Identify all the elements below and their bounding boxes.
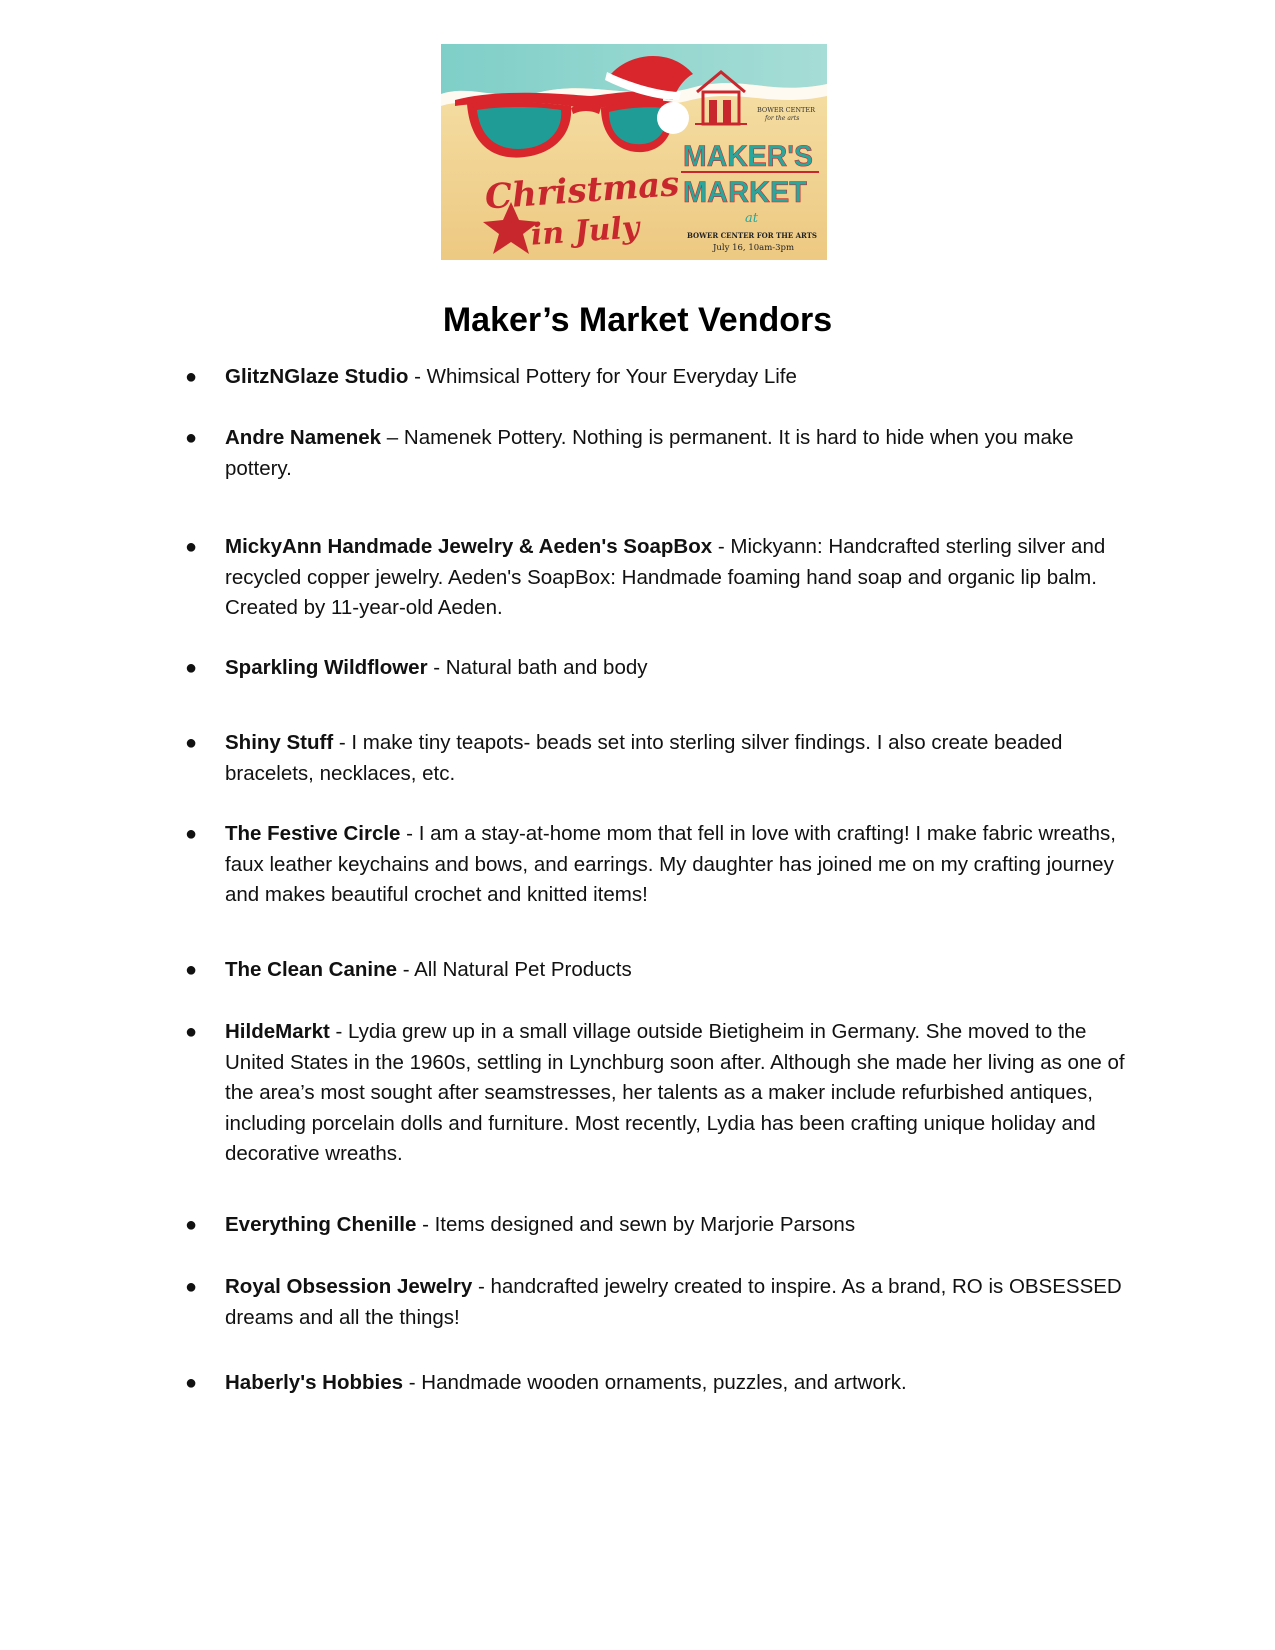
bullet-icon: ● [185,823,198,845]
vendor-entry [225,955,1130,986]
event-title-line2: in July [529,210,641,253]
vendor-name: MickyAnn Handmade Jewelry & Aeden's SoapBox [225,535,713,558]
vendor-separator: - [403,1371,422,1394]
vendor-name: The Clean Canine [225,958,398,981]
vendor-entry [225,532,1130,624]
vendor-entry [225,1017,1130,1170]
bullet-icon: ● [185,366,198,388]
vendor-description: Namenek Pottery. Nothing is permanent. It is hard to hide when you make pottery. [225,426,1074,480]
vendor-separator: – [381,426,404,449]
vendor-entry [225,728,1130,789]
bullet-icon: ● [185,1372,198,1394]
org-name-line2: for the arts [765,115,800,122]
bullet-icon: ● [185,1276,198,1298]
vendor-separator: - [416,1213,435,1236]
banner-location: BOWER CENTER FOR THE ARTS [687,231,817,240]
vendor-item [185,819,1130,911]
vendor-description: handcrafted jewelry created to inspire. As a brand, RO is OBSESSED dreams and all the things! [225,1275,1122,1329]
vendor-item [185,955,1130,986]
vendor-item [185,1272,1130,1333]
market-title-line2: MARKET [683,176,807,209]
event-title-line1: Christmas [483,164,681,218]
vendor-item [185,1210,1130,1241]
bullet-icon: ● [185,427,198,449]
vendor-item [185,1017,1130,1170]
vendor-item [185,728,1130,789]
vendor-description: Items designed and sewn by Marjorie Parsons [434,1213,856,1236]
vendor-entry [225,1272,1130,1333]
vendor-entry [225,819,1130,911]
vendor-description: Natural bath and body [445,656,648,679]
vendor-item [185,532,1130,624]
bullet-icon: ● [185,959,198,981]
vendor-name: Everything Chenille [225,1213,417,1236]
bullet-icon: ● [185,732,198,754]
vendor-name: Haberly's Hobbies [225,1371,404,1394]
vendor-name: The Festive Circle [225,822,401,845]
vendor-description: I am a stay-at-home mom that fell in love with crafting! I make fabric wreaths, faux leather keychains and bows, and earrings. My daughter has joined me on my crafting journey and makes beautiful crochet and knitted items! [225,822,1116,906]
vendor-entry [225,362,1130,393]
vendor-entry [225,1210,1130,1241]
vendor-item [185,1368,1130,1399]
vendor-separator: - [333,731,352,754]
vendor-separator: - [712,535,731,558]
bullet-icon: ● [185,536,198,558]
vendor-separator: - [472,1275,491,1298]
vendor-separator: - [408,365,427,388]
vendor-name: Shiny Stuff [225,731,334,754]
vendor-separator: - [397,958,415,981]
vendor-name: Royal Obsession Jewelry [225,1275,473,1298]
at-word: at [745,211,758,226]
bullet-icon: ● [185,1214,198,1236]
vendor-description: Handmade wooden ornaments, puzzles, and artwork. [421,1371,907,1394]
vendor-name: HildeMarkt [225,1020,330,1043]
vendor-description: All Natural Pet Products [414,958,632,981]
vendor-description: Lydia grew up in a small village outside Bietigheim in Germany. She moved to the United States in the 1960s, settling in Lynchburg soon after. Although she made her living as one of the area’s most sought after seamstresses, her talents as a maker include refurbished antiques, including porcelain dolls and furniture. Most recently, Lydia has been crafting unique holiday and decorative wreaths. [225,1020,1125,1165]
vendor-description: I make tiny teapots- beads set into sterling silver findings. I also create beaded bracelets, necklaces, etc. [225,731,1063,785]
vendor-separator: - [400,822,419,845]
vendor-item [185,653,1130,684]
bullet-icon: ● [185,1021,198,1043]
vendor-separator: - [329,1020,349,1043]
vendor-name: GlitzNGlaze Studio [225,365,409,388]
vendor-entry [225,653,1130,684]
vendor-name: Sparkling Wildflower [225,656,428,679]
vendor-item [185,423,1130,484]
market-title-line1: MAKER'S [683,140,813,173]
vendor-entry [225,1368,1130,1399]
page-title: Maker’s Market Vendors [442,301,833,339]
vendor-description: Mickyann: Handcrafted sterling silver and recycled copper jewelry. Aeden's SoapBox: Handmade foaming hand soap and organic lip balm. Created by 11-year-old Aeden. [225,535,1106,619]
vendor-description: Whimsical Pottery for Your Everyday Life [426,365,797,388]
bullet-icon: ● [185,657,198,679]
vendor-entry [225,423,1130,484]
vendor-item [185,362,1130,393]
banner-date-time: July 16, 10am-3pm [713,243,795,253]
org-name-line1: BOWER CENTER [757,106,815,114]
vendor-separator: - [427,656,446,679]
vendor-name: Andre Namenek [225,426,382,449]
